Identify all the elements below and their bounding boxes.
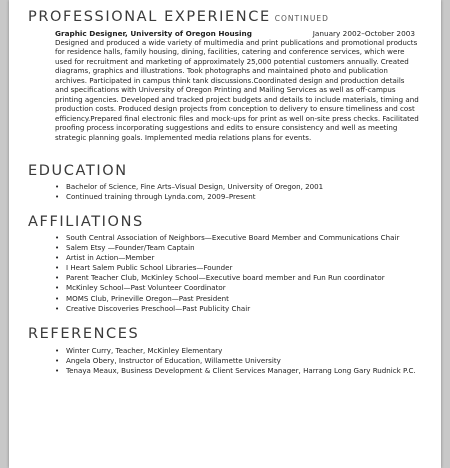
list-item: • Artist in Action—Member xyxy=(55,253,399,263)
description-line: for residence halls, family housing, dining, facilities, catering and conference services, which were xyxy=(55,47,405,57)
description-line: used for recruitment and marketing of approximately 25,000 potential customers annually. Created xyxy=(55,56,409,66)
list-item: • Continued training through Lynda.com, 2009–Present xyxy=(55,192,323,202)
description-line: diagrams, graphics and illustrations. Took photographs and maintained photo and publication xyxy=(55,66,388,76)
resume-page xyxy=(9,0,441,468)
list-item: • Angela Obery, Instructor of Education, Willamette University xyxy=(55,356,416,366)
experience-heading xyxy=(28,9,329,25)
list-item: • McKinley School—Past Volunteer Coordinator xyxy=(55,283,399,293)
list-item: • Parent Teacher Club, McKinley School—Executive board member and Fun Run coordinator xyxy=(55,273,399,283)
job-header xyxy=(55,29,415,38)
education-heading: EDUCATION xyxy=(28,163,128,179)
job-description xyxy=(55,38,417,142)
description-line: production costs. Produced design projects from conception to delivery to ensure timeliness and cost xyxy=(55,104,415,114)
experience-heading-text: PROFESSIONAL EXPERIENCE xyxy=(28,9,271,25)
description-line: proofing process incorporating suggestions and edits to ensure consistency and well as meeting xyxy=(55,123,398,133)
description-line: archives. Participated in campus think tank discussions.Coordinated design and production details xyxy=(55,75,405,85)
list-item: • Winter Curry, Teacher, McKinley Elementary xyxy=(55,346,416,356)
list-item: • Salem Etsy —Founder/Team Captain xyxy=(55,243,399,253)
education-list xyxy=(55,182,323,202)
list-item: • South Central Association of Neighbors—Executive Board Member and Communications Chair xyxy=(55,233,399,243)
continued-label: CONTINUED xyxy=(274,14,329,23)
job-dates: January 2002–October 2003 xyxy=(312,29,415,38)
list-item: • MOMS Club, Prineville Oregon—Past President xyxy=(55,294,399,304)
affiliations-list xyxy=(55,233,399,314)
list-item: • Tenaya Meaux, Business Development & Client Services Manager, Harrang Long Gary Rudnick P.C. xyxy=(55,366,416,376)
list-item: • Creative Discoveries Preschool—Past Publicity Chair xyxy=(55,304,399,314)
job-title: Graphic Designer, University of Oregon Housing xyxy=(55,29,252,38)
affiliations-heading: AFFILIATIONS xyxy=(28,214,144,230)
description-line: and specifications with University of Oregon Printing and Mailing Services as well as off-campus xyxy=(55,85,396,95)
description-line: printing agencies. Developed and tracked project budgets and details to include materials, timing and xyxy=(55,94,419,104)
list-item: • I Heart Salem Public School Libraries—Founder xyxy=(55,263,399,273)
description-line: Designed and produced a wide variety of multimedia and print publications and promotional products xyxy=(55,38,418,47)
references-list xyxy=(55,346,416,376)
description-line: strategic planning goals. Implemented media relations plans for events. xyxy=(55,132,312,142)
list-item: • Bachelor of Science, Fine Arts–Visual Design, University of Oregon, 2001 xyxy=(55,182,323,192)
description-line: efficiency.Prepared final electronic files and mock-ups for print as well on-site press checks. Facilitated xyxy=(55,113,419,123)
references-heading: REFERENCES xyxy=(28,326,140,342)
